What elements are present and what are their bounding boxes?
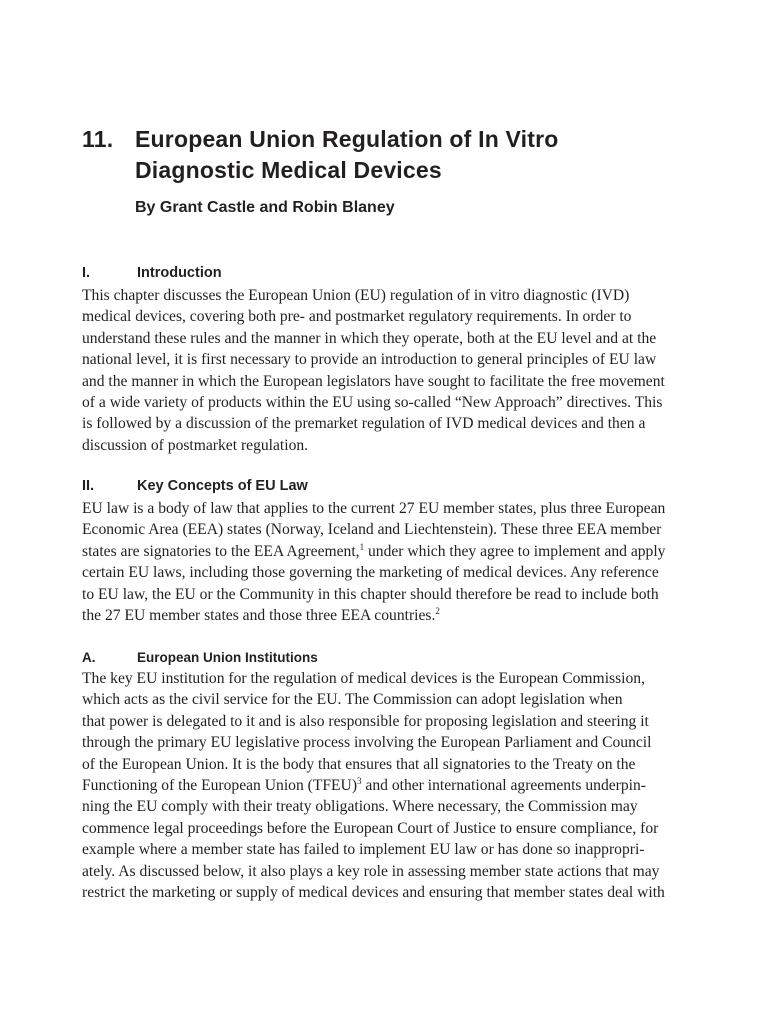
footnote-marker[interactable]: 1 (359, 541, 365, 552)
subsection-title: European Union Institutions (137, 650, 318, 665)
text-line: certain EU laws, including those governing the marketing of medical devices. Any reference (82, 564, 659, 582)
text-line: through the primary EU legislative process involving the European Parliament and Council (82, 734, 652, 752)
key-concepts-paragraph (82, 498, 722, 626)
text-line (82, 541, 722, 562)
text-fragment: and other international agreements underpin- (361, 777, 646, 795)
text-line: to EU law, the EU or the Community in this chapter should therefore be read to include both (82, 585, 659, 603)
introduction-paragraph (82, 285, 722, 456)
chapter-title-line: Diagnostic Medical Devices (135, 157, 442, 183)
text-line: EU law is a body of law that applies to the current 27 EU member states, plus three European (82, 500, 666, 517)
chapter-title-line: European Union Regulation of In Vitro (135, 126, 559, 152)
text-line: ning the EU comply with their treaty obligations. Where necessary, the Commission may (82, 798, 638, 816)
text-fragment: the 27 EU member states and those three EEA countries. (82, 607, 436, 625)
footnote-marker[interactable]: 3 (357, 776, 362, 787)
text-fragment: states are signatories to the EEA Agreement, (82, 542, 360, 560)
footnote-marker[interactable]: 2 (435, 606, 440, 617)
text-line: of a wide variety of products within the EU using so-called “New Approach” directives. This (82, 394, 663, 412)
text-line: is followed by a discussion of the premarket regulation of IVD medical devices and then a (82, 415, 646, 433)
text-line: medical devices, covering both pre- and postmarket regulatory requirements. In order to (82, 308, 632, 326)
text-line: understand these rules and the manner in which they operate, both at the EU level and at the (82, 329, 657, 347)
author-byline: By Grant Castle and Robin Blaney (135, 199, 395, 216)
section-title: Introduction (137, 265, 222, 281)
section-number: I. (82, 265, 91, 281)
text-line: The key EU institution for the regulation of medical devices is the European Commission, (82, 670, 645, 687)
section-title: Key Concepts of EU Law (137, 478, 308, 494)
text-line: commence legal proceedings before the European Court of Justice to ensure compliance, for (82, 819, 659, 837)
text-line: ately. As discussed below, it also plays a key role in assessing member state actions that may (82, 862, 660, 880)
text-line (82, 605, 722, 626)
subsection-number: A. (82, 650, 96, 665)
text-line: Economic Area (EEA) states (Norway, Iceland and Liechtenstein). These three EEA member (82, 521, 662, 539)
text-fragment: Functioning of the European Union (TFEU) (82, 777, 358, 795)
text-fragment: under which they agree to implement and apply (364, 542, 666, 560)
text-line: This chapter discusses the European Union (EU) regulation of in vitro diagnostic (IVD) (82, 287, 630, 304)
eu-institutions-paragraph (82, 668, 722, 903)
text-line: example where a member state has failed to implement EU law or has done so inappropri- (82, 841, 645, 859)
chapter-number: 11. (82, 126, 114, 152)
chapter-title (135, 124, 715, 186)
text-line: of the European Union. It is the body that ensures that all signatories to the Treaty on the (82, 755, 636, 773)
section-number: II. (82, 478, 95, 494)
text-line: national level, it is first necessary to provide an introduction to general principles of EU law (82, 351, 657, 369)
text-line (82, 775, 722, 796)
text-line: which acts as the civil service for the EU. The Commission can adopt legislation when (82, 691, 623, 709)
text-line: that power is delegated to it and is also responsible for proposing legislation and steering it (82, 712, 649, 730)
text-line: and the manner in which the European legislators have sought to facilitate the free movement (82, 372, 665, 390)
text-line: restrict the marketing or supply of medical devices and ensuring that member states deal with (82, 884, 665, 902)
text-line: discussion of postmarket regulation. (82, 436, 309, 454)
